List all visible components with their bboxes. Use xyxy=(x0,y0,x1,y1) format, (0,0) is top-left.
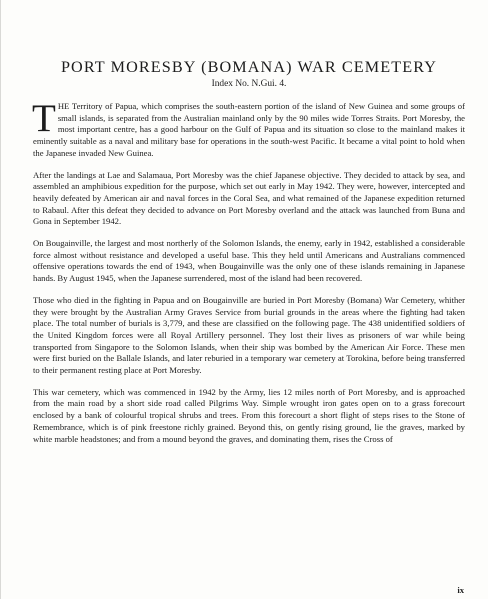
index-number: Index No. N.Gui. 4. xyxy=(211,79,287,89)
paragraph-text: HE Territory of Papua, which comprises the south-eastern portion of the island of New Guinea and some groups of small islands, is separated from the Australian mainland only by the 90 miles wide Torres Straits. Port Moresby, the most important centre, has a good harbour on the Gulf of Papua and its situation so close to the mainland makes it eminently suitable as a naval and military base for operations in the south-west Pacific. It became a vital point to hold when the Japanese invaded New Guinea. xyxy=(33,101,465,158)
paragraph-intro xyxy=(32,97,465,160)
paragraph-burials: Those who died in the fighting in Papua and on Bougainville are buried in Port Moresby (Bomana) War Cemetery, whither they were brought by the Australian Army Graves Service from burial grounds in the areas where the fighting had taken place. The total number of burials is 3,779, and these are classified on the following page. The 438 unidentified soldiers of the United Kingdom forces were all Royal Artillery personnel. They lost their lives as prisoners of war while being transported from Singapore to the Solomon Islands, when their ship was bombed by the American Air Force. These men were first buried on the Ballale Islands, and later reburied in a temporary war cemetery at Torokina, before being transferred to their permanent resting place at Port Moresby. xyxy=(33,294,465,376)
paragraph-bougainville: On Bougainville, the largest and most northerly of the Solomon Islands, the enemy, early in 1942, established a considerable force almost without resistance and developed a useful base. This they held until Americans and Australians commenced offensive operations towards the end of 1943, when Bougainville was the only one of these islands remaining in Japanese hands. By August 1945, when the Japanese surrendered, most of the island had been recovered. xyxy=(33,238,465,284)
drop-cap-letter: T xyxy=(32,97,56,140)
page-title: PORT MORESBY (BOMANA) WAR CEMETERY xyxy=(60,58,438,76)
page-number: ix xyxy=(457,585,464,595)
page-content xyxy=(33,58,465,455)
paragraph-cemetery-description: This war cemetery, which was commenced in 1942 by the Army, lies 12 miles north of Port Moresby, and is approached from the main road by a short side road called Pilgrims Way. Simple wrought iron gates open on to a grass forecourt enclosed by a bank of colourful tropical shrubs and trees. From this forecourt a short flight of steps rises to the Stone of Remembrance, which is of pink freestone richly grained. Beyond this, on gently rising ground, lie the graves, marked by white marble headstones; and from a mound beyond the graves, and dominating them, rises the Cross of xyxy=(33,386,465,444)
paragraph-japanese-objective: After the landings at Lae and Salamaua, Port Moresby was the chief Japanese objective. They decided to attack by sea, and assembled an amphibious expedition for the purpose, which set out early in May 1942. They were, however, intercepted and heavily defeated by American air and naval forces in the Coral Sea, and what remained of the Japanese expedition returned to Rabaul. After this defeat they decided to advance on Port Moresby overland and the attack was launched from Buna and Gona in September 1942. xyxy=(33,169,465,227)
